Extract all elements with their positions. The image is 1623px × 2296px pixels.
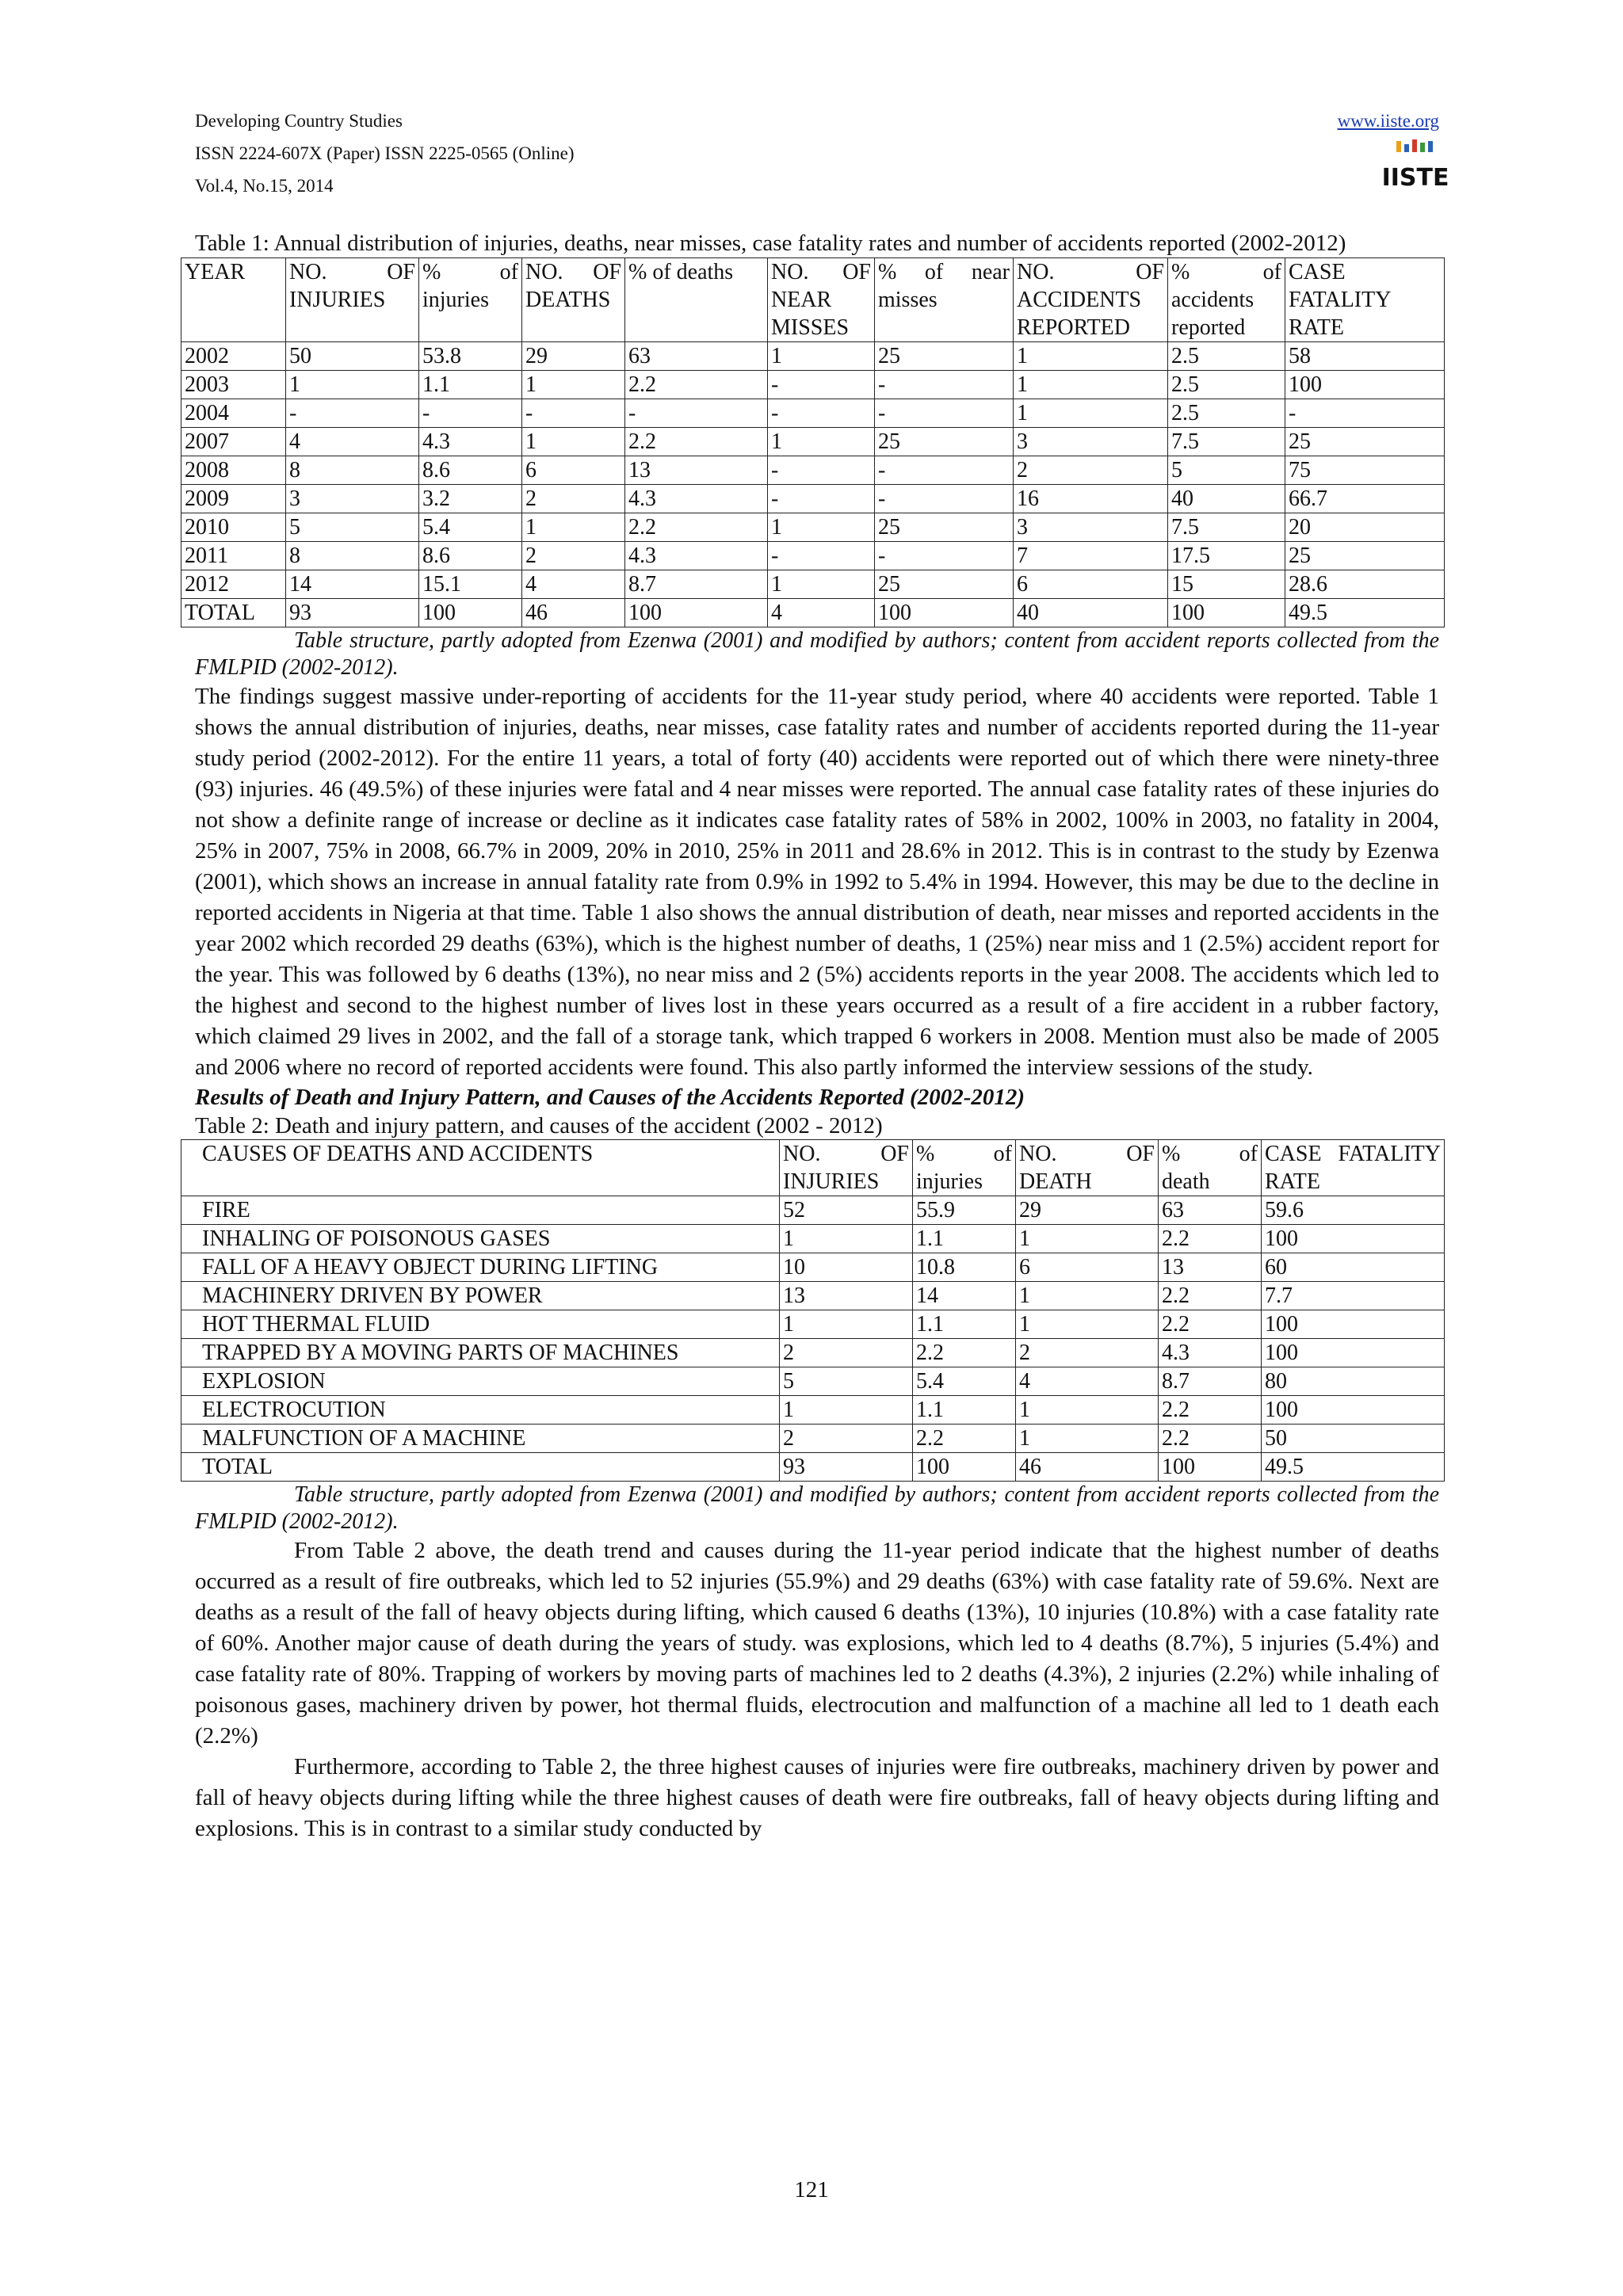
table1-row-cell: 2.2 <box>625 428 768 456</box>
table1-row-cell: 17.5 <box>1168 542 1285 570</box>
table2-row-cell: 2.2 <box>1159 1282 1262 1310</box>
table1-header-cell: % of deaths <box>625 258 768 342</box>
table2-row <box>181 1310 1445 1339</box>
table1-row-cell: 3 <box>286 485 419 513</box>
table2-row-cell: 100 <box>913 1453 1016 1482</box>
table1-row-cell: 1 <box>1014 371 1168 399</box>
table1-row-cell: 25 <box>875 570 1014 599</box>
table2-row-cell: 59.6 <box>1262 1196 1445 1225</box>
table1-row-cell: 25 <box>1285 542 1445 570</box>
table2-row-cell: INHALING OF POISONOUS GASES <box>181 1225 780 1253</box>
table1-row-cell: 4 <box>522 570 625 599</box>
table2-row-cell: 50 <box>1262 1425 1445 1453</box>
table1-row-cell: 2012 <box>181 570 286 599</box>
table1-row-cell: 66.7 <box>1285 485 1445 513</box>
table1-row <box>181 428 1445 456</box>
table2-row-cell: 63 <box>1159 1196 1262 1225</box>
table2-row <box>181 1396 1445 1425</box>
table2-row-cell: 4.3 <box>1159 1339 1262 1367</box>
table1-row-cell: 46 <box>522 599 625 627</box>
table1-row-cell: 100 <box>1285 371 1445 399</box>
table2-row-cell: 13 <box>780 1282 913 1310</box>
table1-row-cell: 1 <box>522 428 625 456</box>
table1-row-cell: 1 <box>1014 342 1168 371</box>
section-heading: Results of Death and Injury Pattern, and Causes of the Accidents Reported (2002-2012) <box>195 1085 1025 1110</box>
table2-row-cell: 100 <box>1262 1339 1445 1367</box>
body-paragraph-1: The findings suggest massive under-reporting of accidents for the 11-year study period, where 40 accidents were reported. Table 1 shows the annual distribution of injuries, deaths, near misses, case fatality rates and number of accidents reported during the 11-year study period (2002-2012). For the entire 11 years, a total of forty (40) accidents were reported out of which there were ninety-three (93) injuries. 46 (49.5%) of these injuries were fatal and 4 near misses were reported. The annual case fatality rates of these injuries do not show a definite range of increase or decline as it indicates case fatality rates of 58% in 2002, 100% in 2003, no fatality in 2004, 25% in 2007, 75% in 2008, 66.7% in 2009, 20% in 2010, 25% in 2011 and 28.6% in 2012. This is in contrast to the study by Ezenwa (2001), which shows an increase in annual fatality rate from 0.9% in 1992 to 5.4% in 1994. However, this may be due to the decline in reported accidents in Nigeria at that time. Table 1 also shows the annual distribution of death, near misses and reported accidents in the year 2002 which recorded 29 deaths (63%), which is the highest number of deaths, 1 (25%) near miss and 1 (2.5%) accident report for the year. This was followed by 6 deaths (13%), no near miss and 2 (5%) accidents reports in the year 2008. The accidents which led to the highest and second to the highest number of lives lost in these years occurred as a result of a fire accident in a rubber factory, which claimed 29 lives in 2002, and the fall of a storage tank, which trapped 6 workers in 2008. Mention must also be made of 2005 and 2006 where no record of reported accidents were found. This also partly informed the interview sessions of the study. <box>195 684 1439 1080</box>
table1-row <box>181 513 1445 542</box>
table1-row-cell: - <box>625 399 768 428</box>
table2-header-cell: NO. OF DEATH <box>1016 1140 1159 1196</box>
table2-row <box>181 1339 1445 1367</box>
table1-row-cell: 4.3 <box>419 428 522 456</box>
table1-row-cell: 7.5 <box>1168 428 1285 456</box>
table2-caption: Table 2: Death and injury pattern, and causes of the accident (2002 - 2012) <box>195 1113 883 1138</box>
table1-row <box>181 342 1445 371</box>
body-paragraph-3: Furthermore, according to Table 2, the three highest causes of injuries were fire outbreaks, machinery driven by power and fall of heavy objects during lifting while the three highest causes of death were fire outbreaks, fall of heavy objects during lifting and explosions. This is in contrast to a similar study conducted by <box>195 1754 1439 1841</box>
table2-row-cell: 5.4 <box>913 1367 1016 1396</box>
table1-row-cell: 58 <box>1285 342 1445 371</box>
table1-row-cell: - <box>768 399 875 428</box>
table2-row-cell: 2.2 <box>1159 1310 1262 1339</box>
table1-row-cell: 4 <box>768 599 875 627</box>
table2-row-cell: HOT THERMAL FLUID <box>181 1310 780 1339</box>
table2-row <box>181 1453 1445 1482</box>
table2-row-cell: 93 <box>780 1453 913 1482</box>
table2-row-cell: 100 <box>1262 1396 1445 1425</box>
table1-row-cell: 4 <box>286 428 419 456</box>
table1-row-cell: 1 <box>286 371 419 399</box>
table2-row-cell: MALFUNCTION OF A MACHINE <box>181 1425 780 1453</box>
table2-row-cell: 60 <box>1262 1253 1445 1282</box>
table1-row-cell: 6 <box>1014 570 1168 599</box>
table1-header-cell: NO. OF INJURIES <box>286 258 419 342</box>
table1-row-cell: 2 <box>522 485 625 513</box>
table2-row-cell: 2 <box>780 1339 913 1367</box>
table1-row <box>181 371 1445 399</box>
table2-header-cell: % of injuries <box>913 1140 1016 1196</box>
table2-row-cell: TOTAL <box>181 1453 780 1482</box>
table1-caption: Table 1: Annual distribution of injuries, deaths, near misses, case fatality rates and number of accidents reported (2002-2012) <box>195 231 1346 256</box>
table1-row-cell: 8 <box>286 456 419 485</box>
svg-text:IISTE: IISTE <box>1381 164 1449 192</box>
page-number: 121 <box>794 2177 829 2203</box>
table2-row-cell: 49.5 <box>1262 1453 1445 1482</box>
table1-header-cell: NO. OF NEAR MISSES <box>768 258 875 342</box>
table1-row-cell: 7.5 <box>1168 513 1285 542</box>
table1-row-cell: 2011 <box>181 542 286 570</box>
table1-row-cell: 2002 <box>181 342 286 371</box>
table2-source-note: Table structure, partly adopted from Ezenwa (2001) and modified by authors; content from accident reports collected from the FMLPID (2002-2012). <box>195 1482 1439 1534</box>
table1-row-cell: 1 <box>522 371 625 399</box>
table1-header-row <box>181 258 1445 342</box>
table2-row <box>181 1367 1445 1396</box>
table1-row-cell: - <box>875 456 1014 485</box>
table2-row-cell: 1.1 <box>913 1396 1016 1425</box>
table1-row-cell: 40 <box>1014 599 1168 627</box>
table2-row-cell: 1 <box>1016 1310 1159 1339</box>
table1-row-cell: 100 <box>419 599 522 627</box>
table1-row-cell: 93 <box>286 599 419 627</box>
table2 <box>181 1139 1445 1482</box>
table1-row-cell: 16 <box>1014 485 1168 513</box>
table1-row-cell: 28.6 <box>1285 570 1445 599</box>
table1-row-cell: 4.3 <box>625 485 768 513</box>
table2-row-cell: FIRE <box>181 1196 780 1225</box>
table1-row-cell: - <box>768 456 875 485</box>
table2-header-cell: NO. OF INJURIES <box>780 1140 913 1196</box>
table1-row-cell: - <box>419 399 522 428</box>
table2-row-cell: 5 <box>780 1367 913 1396</box>
table1-row-cell: 2009 <box>181 485 286 513</box>
table2-row-cell: ELECTROCUTION <box>181 1396 780 1425</box>
table1-row-cell: - <box>768 485 875 513</box>
table1-row-cell: - <box>522 399 625 428</box>
table1-row-cell: 2 <box>522 542 625 570</box>
table1-row-cell: 40 <box>1168 485 1285 513</box>
table2-row-cell: 1.1 <box>913 1310 1016 1339</box>
table1-row-cell: 100 <box>1168 599 1285 627</box>
table1-body <box>181 342 1445 627</box>
table2-row-cell: 1.1 <box>913 1225 1016 1253</box>
table1-row-cell: 4.3 <box>625 542 768 570</box>
table1-row-cell: 100 <box>625 599 768 627</box>
table1-row <box>181 599 1445 627</box>
table2-row-cell: 2.2 <box>1159 1425 1262 1453</box>
table2-row-cell: 80 <box>1262 1367 1445 1396</box>
table1-row-cell: - <box>1285 399 1445 428</box>
table1-header-cell: NO. OF DEATHS <box>522 258 625 342</box>
table1-row-cell: 7 <box>1014 542 1168 570</box>
table2-row-cell: MACHINERY DRIVEN BY POWER <box>181 1282 780 1310</box>
table1-row-cell: 3.2 <box>419 485 522 513</box>
table2-row-cell: EXPLOSION <box>181 1367 780 1396</box>
running-header <box>195 105 1449 202</box>
table1-row-cell: 2 <box>1014 456 1168 485</box>
table1-row-cell: 15.1 <box>419 570 522 599</box>
table2-header-cell: CASE FATALITY RATE <box>1262 1140 1445 1196</box>
table1-row-cell: 8.7 <box>625 570 768 599</box>
table2-row-cell: 2.2 <box>913 1339 1016 1367</box>
table1-row-cell: 25 <box>1285 428 1445 456</box>
table2-header-cell: CAUSES OF DEATHS AND ACCIDENTS <box>181 1140 780 1196</box>
table1-row-cell: 2004 <box>181 399 286 428</box>
table2-row-cell: 2.2 <box>1159 1396 1262 1425</box>
table1-row-cell: 100 <box>875 599 1014 627</box>
table1-header-cell: % of injuries <box>419 258 522 342</box>
table2-row-cell: 29 <box>1016 1196 1159 1225</box>
table1-row-cell: 75 <box>1285 456 1445 485</box>
table2-row <box>181 1425 1445 1453</box>
table1-row <box>181 456 1445 485</box>
table1-row <box>181 570 1445 599</box>
table2-row-cell: 55.9 <box>913 1196 1016 1225</box>
table1-row-cell: 1 <box>768 570 875 599</box>
table2-row-cell: 4 <box>1016 1367 1159 1396</box>
table1-row-cell: 2.5 <box>1168 371 1285 399</box>
table2-row-cell: 1 <box>780 1225 913 1253</box>
table1-header-cell: NO. OF ACCIDENTS REPORTED <box>1014 258 1168 342</box>
table1-header-cell: % of near misses <box>875 258 1014 342</box>
table2-row-cell: 52 <box>780 1196 913 1225</box>
table1-row-cell: 25 <box>875 513 1014 542</box>
table2-row <box>181 1225 1445 1253</box>
table2-row-cell: 2.2 <box>1159 1225 1262 1253</box>
table1-row-cell: 14 <box>286 570 419 599</box>
table1-row-cell: 2.5 <box>1168 399 1285 428</box>
journal-volume: Vol.4, No.15, 2014 <box>195 176 334 196</box>
table2-row-cell: 2.2 <box>913 1425 1016 1453</box>
table2-row-cell: 1 <box>780 1310 913 1339</box>
table1-row-cell: 1 <box>768 342 875 371</box>
table2-row-cell: 100 <box>1262 1310 1445 1339</box>
table1-row-cell: 8.6 <box>419 542 522 570</box>
table1-header-cell: % of accidents reported <box>1168 258 1285 342</box>
table1-row-cell: 8 <box>286 542 419 570</box>
table1-row-cell: 2.2 <box>625 513 768 542</box>
table1-row-cell: 1.1 <box>419 371 522 399</box>
table1-row <box>181 485 1445 513</box>
table1-row-cell: 6 <box>522 456 625 485</box>
table1-row-cell: 1 <box>522 513 625 542</box>
table2-row-cell: 8.7 <box>1159 1367 1262 1396</box>
table2-row-cell: 10.8 <box>913 1253 1016 1282</box>
table1 <box>181 257 1445 627</box>
table1-row-cell: 1 <box>768 513 875 542</box>
table2-header-cell: % of death <box>1159 1140 1262 1196</box>
table1-row-cell: 1 <box>1014 399 1168 428</box>
table1-row-cell: 2008 <box>181 456 286 485</box>
table1-row-cell: - <box>875 485 1014 513</box>
table1-row-cell: 25 <box>875 428 1014 456</box>
table2-row-cell: 2 <box>1016 1339 1159 1367</box>
iiste-logo-icon <box>1381 139 1449 192</box>
table2-row-cell: 13 <box>1159 1253 1262 1282</box>
table1-row-cell: 50 <box>286 342 419 371</box>
table2-row <box>181 1196 1445 1225</box>
table1-row-cell: - <box>875 399 1014 428</box>
table1-row-cell: - <box>286 399 419 428</box>
table1-row-cell: 2007 <box>181 428 286 456</box>
table1-header-cell: CASE FATALITY RATE <box>1285 258 1445 342</box>
page-content <box>185 230 1441 1844</box>
table2-row-cell: 1 <box>1016 1396 1159 1425</box>
table1-row-cell: - <box>875 371 1014 399</box>
table1-row-cell: 2.5 <box>1168 342 1285 371</box>
table1-row-cell: 53.8 <box>419 342 522 371</box>
table2-header-row <box>181 1140 1445 1196</box>
journal-name: Developing Country Studies <box>195 111 403 131</box>
table1-row-cell: 5.4 <box>419 513 522 542</box>
table2-row-cell: FALL OF A HEAVY OBJECT DURING LIFTING <box>181 1253 780 1282</box>
table1-row-cell: 63 <box>625 342 768 371</box>
table1-row-cell: 2003 <box>181 371 286 399</box>
table2-row-cell: 100 <box>1159 1453 1262 1482</box>
table1-row-cell: 25 <box>875 342 1014 371</box>
table1-row-cell: 29 <box>522 342 625 371</box>
table1-row-cell: 8.6 <box>419 456 522 485</box>
table1-row <box>181 399 1445 428</box>
table1-row-cell: 3 <box>1014 513 1168 542</box>
table1-source-note: Table structure, partly adopted from Ezenwa (2001) and modified by authors; content from accident reports collected from the FMLPID (2002-2012). <box>195 628 1439 680</box>
table1-row-cell: 15 <box>1168 570 1285 599</box>
table1-row-cell: 20 <box>1285 513 1445 542</box>
table1-row-cell: 13 <box>625 456 768 485</box>
table2-body <box>181 1196 1445 1482</box>
table1-row-cell: - <box>768 542 875 570</box>
table2-row-cell: 14 <box>913 1282 1016 1310</box>
table1-header-cell: YEAR <box>181 258 286 342</box>
journal-issn: ISSN 2224-607X (Paper) ISSN 2225-0565 (Online) <box>195 143 575 163</box>
table2-row-cell: 1 <box>780 1396 913 1425</box>
body-paragraph-2: From Table 2 above, the death trend and causes during the 11-year period indicate that the highest number of deaths occurred as a result of fire outbreaks, which led to 52 injuries (55.9%) and 29 deaths (63%) with case fatality rate of 59.6%. Next are deaths as a result of the fall of heavy objects during lifting, which caused 6 deaths (13%), 10 injuries (10.8%) with a case fatality rate of 60%. Another major cause of death during the years of study. was explosions, which led to 4 deaths (8.7%), 5 injuries (5.4%) and case fatality rate of 80%. Trapping of workers by moving parts of machines led to 2 deaths (4.3%), 2 injuries (2.2%) while inhaling of poisonous gases, machinery driven by power, hot thermal fluids, electrocution and malfunction of a machine all led to 1 death each (2.2%) <box>195 1538 1439 1749</box>
table2-row-cell: 46 <box>1016 1453 1159 1482</box>
table1-row-cell: 2.2 <box>625 371 768 399</box>
table1-row <box>181 542 1445 570</box>
journal-url-link[interactable]: www.iiste.org <box>1337 111 1439 131</box>
table1-row-cell: 5 <box>286 513 419 542</box>
table2-row-cell: 1 <box>1016 1425 1159 1453</box>
table1-row-cell: 3 <box>1014 428 1168 456</box>
table2-row-cell: 1 <box>1016 1225 1159 1253</box>
table2-row-cell: 1 <box>1016 1282 1159 1310</box>
table1-row-cell: 49.5 <box>1285 599 1445 627</box>
table2-row <box>181 1253 1445 1282</box>
table2-row-cell: 6 <box>1016 1253 1159 1282</box>
table2-row <box>181 1282 1445 1310</box>
table1-row-cell: 2010 <box>181 513 286 542</box>
table2-row-cell: 100 <box>1262 1225 1445 1253</box>
table2-row-cell: 10 <box>780 1253 913 1282</box>
table1-row-cell: - <box>768 371 875 399</box>
table1-row-cell: - <box>875 542 1014 570</box>
table2-row-cell: 7.7 <box>1262 1282 1445 1310</box>
table2-row-cell: 2 <box>780 1425 913 1453</box>
table1-row-cell: 1 <box>768 428 875 456</box>
table2-row-cell: TRAPPED BY A MOVING PARTS OF MACHINES <box>181 1339 780 1367</box>
table1-row-cell: 5 <box>1168 456 1285 485</box>
table1-row-cell: TOTAL <box>181 599 286 627</box>
